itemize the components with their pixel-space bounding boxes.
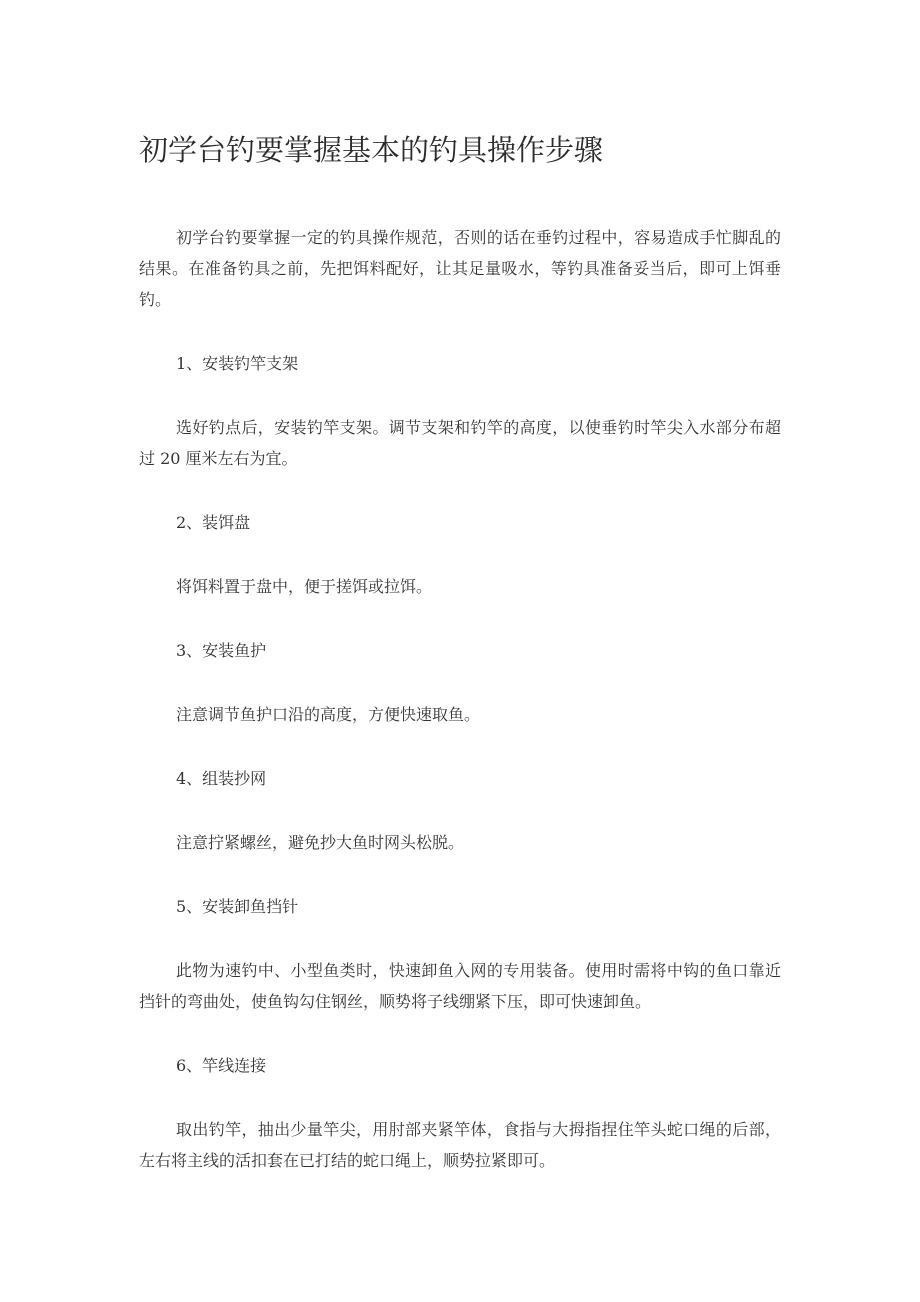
intro-paragraph: 初学台钓要掌握一定的钓具操作规范，否则的话在垂钓过程中，容易造成手忙脚乱的结果。在准备钓具之前，先把饵料配好，让其足量吸水，等钓具准备妥当后，即可上饵垂钓。 — [139, 228, 781, 309]
step-2-body: 将饵料置于盘中，便于搓饵或拉饵。 — [176, 577, 433, 596]
step-6-body: 取出钓竿，抽出少量竿尖，用肘部夹紧竿体，食指与大拇指捏住竿头蛇口绳的后部，左右将主线的活扣套在已打结的蛇口绳上，顺势拉紧即可。 — [139, 1120, 781, 1170]
article-title: 初学台钓要掌握基本的钓具操作步骤 — [139, 133, 604, 167]
step-1-body: 选好钓点后，安装钓竿支架。调节支架和钓竿的高度，以使垂钓时竿尖入水部分布超过 20 厘米左右为宜。 — [139, 418, 781, 468]
step-6-heading: 6、竿线连接 — [176, 1056, 267, 1075]
step-3-body: 注意调节鱼护口沿的高度，方便快速取鱼。 — [176, 705, 481, 724]
step-2-heading: 2、装饵盘 — [176, 513, 251, 532]
step-1-heading: 1、安装钓竿支架 — [176, 354, 299, 373]
step-5-body: 此物为速钓中、小型鱼类时，快速卸鱼入网的专用装备。使用时需将中钩的鱼口靠近挡针的弯曲处，使鱼钩勾住钢丝，顺势将子线绷紧下压，即可快速卸鱼。 — [139, 961, 781, 1011]
step-3-heading: 3、安装鱼护 — [176, 641, 267, 660]
step-4-body: 注意拧紧螺丝，避免抄大鱼时网头松脱。 — [176, 833, 465, 852]
step-5-heading: 5、安装卸鱼挡针 — [176, 897, 299, 916]
step-4-heading: 4、组装抄网 — [176, 769, 267, 788]
article-body — [139, 222, 781, 1176]
